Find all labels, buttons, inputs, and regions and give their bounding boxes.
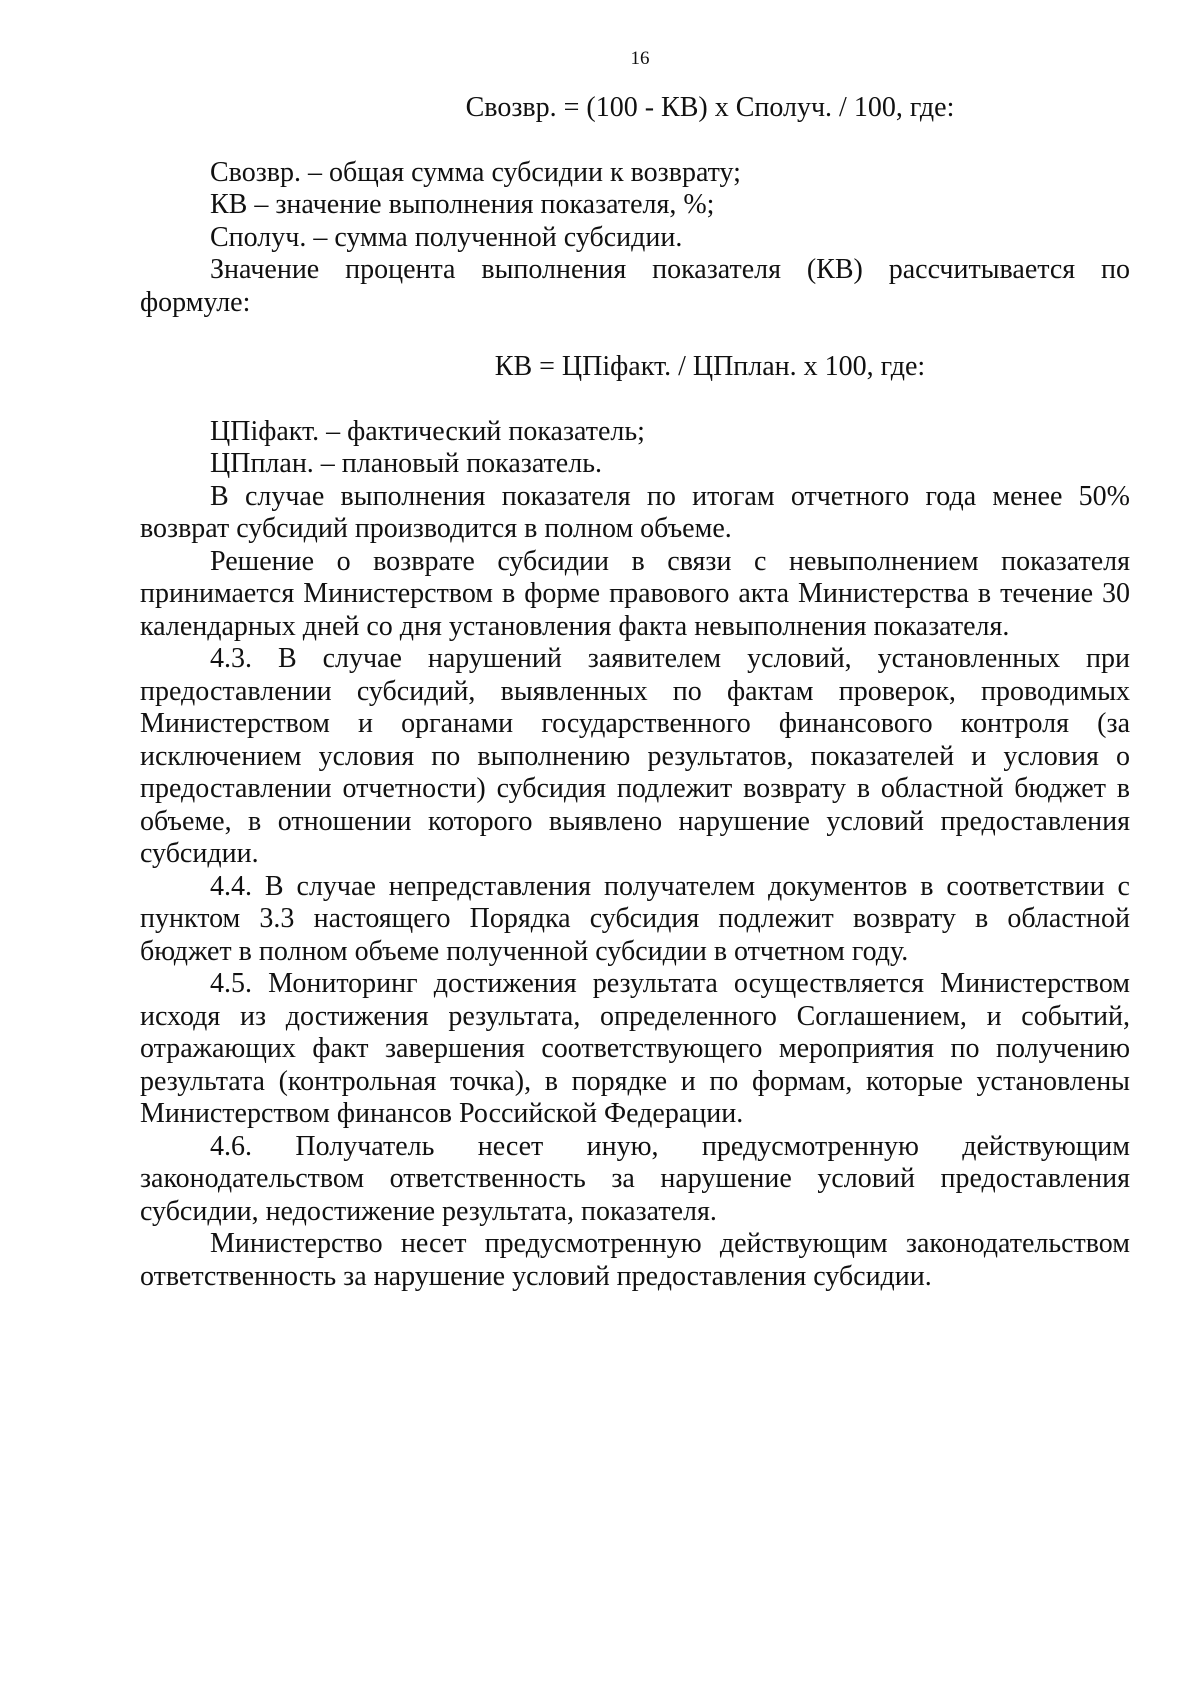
formula-kv: КВ = ЦПiфакт. / ЦПплан. х 100, где: bbox=[494, 351, 926, 382]
paragraph-4-5: 4.5. Мониторинг достижения результата осуществляется Министерством исходя из достижения результата, определенного Соглашением, и событий, отражающих факт завершения соответствующего мероприятия по получению результата (контрольная точка), в порядке и по формам, которые установлены Министерством финансов Российской Федерации. bbox=[140, 968, 1130, 1129]
paragraph-4-4: 4.4. В случае непредставления получателем документов в соответствии с пунктом 3.3 настоящего Порядка субсидия подлежит возврату в областной бюджет в полном объеме полученной субсидии в отчетном году. bbox=[140, 870, 1130, 967]
paragraph-ministry: Министерство несет предусмотренную действующим законодательством ответственность за нарушение условий предоставления субсидии. bbox=[140, 1228, 1130, 1292]
definition-return-total: Своз​вр. – общая сумма субсидии к возврату; bbox=[210, 156, 741, 188]
definition-kv: КВ – значение выполнения показателя, %; bbox=[210, 189, 715, 220]
definition-fact: ЦПiфакт. – фактический показатель; bbox=[210, 415, 645, 447]
page-number: 16 bbox=[630, 48, 650, 69]
definition-received: Сполуч. – сумма полученной субсидии. bbox=[210, 221, 683, 253]
paragraph-less-50: В случае выполнения показателя по итогам отчетного года менее 50% возврат субсидий производится в полном объеме. bbox=[140, 480, 1130, 544]
definition-plan: ЦПплан. – плановый показатель. bbox=[210, 448, 602, 479]
formula-return: Своз​вр. = (100 - КВ) х Сполуч. / 100, где: bbox=[465, 92, 955, 123]
paragraph-4-6: 4.6. Получатель несет иную, предусмотренную действующим законодательством ответственность за нарушение условий предоставления субсидии, недостижение результата, показателя. bbox=[140, 1130, 1130, 1227]
paragraph-kv-intro: Значение процента выполнения показателя (КВ) рассчитывается по формуле: bbox=[140, 254, 1130, 318]
paragraph-4-3: 4.3. В случае нарушений заявителем условий, установленных при предоставлении субсидий, выявленных по фактам проверок, проводимых Министерством и органами государственного финансового контроля (за исключением условия по выполнению результатов, показателей и условия о предоставлении отчетности) субсидия подлежит возврату в областной бюджет в объеме, в отношении которого выявлено нарушение условий предоставления субсидии. bbox=[140, 643, 1130, 869]
document-body bbox=[140, 92, 1130, 1293]
paragraph-decision: Решение о возврате субсидии в связи с невыполнением показателя принимается Министерством в форме правового акта Министерства в течение 30 календарных дней со дня установления факта невыполнения показателя. bbox=[140, 545, 1130, 642]
